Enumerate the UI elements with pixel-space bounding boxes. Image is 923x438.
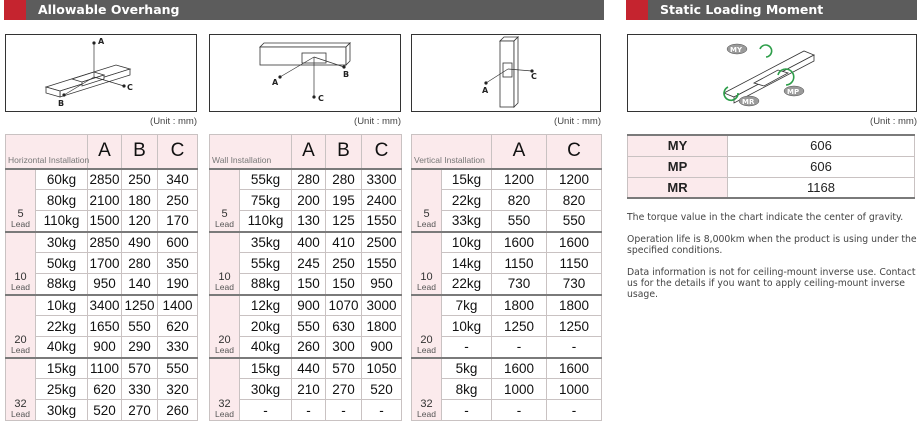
- value-cell: 320: [158, 379, 198, 400]
- column-header-c: C: [158, 135, 198, 169]
- unit-label: (Unit : mm): [554, 116, 601, 127]
- lead-cell: [6, 295, 36, 358]
- value-cell: 1550: [362, 211, 402, 232]
- lead-word: Lead: [417, 282, 436, 292]
- horizontal-overhang-table: [5, 134, 198, 421]
- header-accent: [626, 0, 648, 20]
- value-cell: 1600: [492, 358, 547, 379]
- value-cell: 200: [292, 190, 326, 211]
- load-cell: 40kg: [240, 337, 292, 358]
- column-header-b: B: [326, 135, 362, 169]
- value-cell: 1200: [492, 169, 547, 190]
- dim-label-a: A: [482, 86, 489, 95]
- table-row: [412, 295, 602, 316]
- table-row: [6, 358, 198, 379]
- value-cell: 550: [292, 316, 326, 337]
- value-cell: 1000: [547, 379, 602, 400]
- value-cell: 400: [292, 232, 326, 253]
- moment-key: MP: [628, 156, 728, 177]
- value-cell: 900: [292, 295, 326, 316]
- value-cell: 620: [88, 379, 122, 400]
- moment-diagram: [627, 34, 917, 112]
- value-cell: 630: [326, 316, 362, 337]
- lead-value: 32: [14, 397, 27, 410]
- header-accent: [4, 0, 26, 20]
- value-cell: 820: [547, 190, 602, 211]
- load-cell: 30kg: [36, 400, 88, 421]
- value-cell: 130: [292, 211, 326, 232]
- table-row: [412, 232, 602, 253]
- lead-word: Lead: [11, 345, 30, 355]
- table-row: [210, 169, 402, 190]
- horizontal-diagram: [5, 34, 197, 112]
- installation-label: Vertical Installation: [412, 135, 492, 169]
- value-cell: 1250: [547, 316, 602, 337]
- vertical-diagram: [411, 34, 601, 112]
- moment-value: 1168: [728, 177, 915, 198]
- lead-value: 5: [17, 208, 24, 220]
- value-cell: 125: [326, 211, 362, 232]
- lead-value: 20: [14, 334, 27, 346]
- moment-label-mp: MP: [787, 88, 800, 96]
- value-cell: 195: [326, 190, 362, 211]
- lead-cell: [210, 169, 240, 232]
- lead-value: 10: [14, 271, 27, 283]
- dim-label-b: B: [343, 70, 350, 79]
- value-cell: 550: [492, 211, 547, 232]
- value-cell: 1600: [547, 358, 602, 379]
- lead-word: Lead: [215, 408, 234, 419]
- value-cell: -: [547, 400, 602, 421]
- lead-cell: [6, 358, 36, 421]
- value-cell: 300: [326, 337, 362, 358]
- value-cell: -: [492, 337, 547, 358]
- load-cell: 110kg: [36, 211, 88, 232]
- vertical-overhang-table: [411, 134, 602, 421]
- overhang-header-bar: [4, 0, 604, 20]
- value-cell: 550: [547, 211, 602, 232]
- lead-word: Lead: [417, 219, 436, 229]
- load-cell: 110kg: [240, 211, 292, 232]
- value-cell: 2400: [362, 190, 402, 211]
- value-cell: 1000: [492, 379, 547, 400]
- value-cell: 250: [158, 190, 198, 211]
- lead-cell: [210, 232, 240, 295]
- value-cell: 150: [292, 274, 326, 295]
- value-cell: 900: [362, 337, 402, 358]
- load-cell: -: [240, 400, 292, 421]
- load-cell: -: [442, 400, 492, 421]
- lead-word: Lead: [215, 282, 234, 292]
- dim-label-b: B: [58, 99, 65, 108]
- lead-cell: [412, 232, 442, 295]
- moment-label-my: MY: [730, 46, 743, 54]
- value-cell: 260: [158, 400, 198, 421]
- value-cell: 2850: [88, 169, 122, 190]
- column-header-c: C: [547, 135, 602, 169]
- load-cell: 15kg: [36, 358, 88, 379]
- load-cell: 8kg: [442, 379, 492, 400]
- lead-word: Lead: [215, 219, 234, 229]
- value-cell: 280: [122, 253, 158, 274]
- value-cell: 1550: [362, 253, 402, 274]
- dim-label-c: C: [318, 94, 324, 103]
- note-gravity: The torque value in the chart indicate the center of gravity.: [627, 212, 904, 223]
- lead-value: 5: [221, 208, 228, 220]
- lead-word: Lead: [417, 345, 436, 355]
- dim-label-a: A: [98, 37, 105, 46]
- value-cell: 520: [362, 379, 402, 400]
- value-cell: 1250: [122, 295, 158, 316]
- lead-cell: [210, 295, 240, 358]
- table-row: [210, 358, 402, 379]
- wall-overhang-table: [209, 134, 402, 421]
- table-row: [412, 169, 602, 190]
- value-cell: 950: [88, 274, 122, 295]
- lead-cell: [412, 169, 442, 232]
- value-cell: 1070: [326, 295, 362, 316]
- unit-label: (Unit : mm): [354, 116, 401, 127]
- value-cell: 1600: [492, 232, 547, 253]
- load-cell: 30kg: [36, 232, 88, 253]
- lead-value: 10: [218, 271, 231, 283]
- value-cell: 1600: [547, 232, 602, 253]
- value-cell: 1150: [547, 253, 602, 274]
- load-cell: 33kg: [442, 211, 492, 232]
- dim-label-a: A: [272, 78, 279, 87]
- value-cell: 600: [158, 232, 198, 253]
- table-row: [412, 358, 602, 379]
- value-cell: 3000: [362, 295, 402, 316]
- value-cell: 1200: [547, 169, 602, 190]
- unit-label: (Unit : mm): [870, 116, 917, 127]
- lead-cell: [6, 169, 36, 232]
- load-cell: 80kg: [36, 190, 88, 211]
- load-cell: 20kg: [240, 316, 292, 337]
- value-cell: 620: [158, 316, 198, 337]
- lead-value: 20: [218, 334, 231, 346]
- value-cell: 330: [158, 337, 198, 358]
- value-cell: 2500: [362, 232, 402, 253]
- moment-header-bar: [626, 0, 917, 20]
- load-cell: 10kg: [442, 316, 492, 337]
- value-cell: 950: [362, 274, 402, 295]
- value-cell: 340: [158, 169, 198, 190]
- lead-value: 5: [423, 208, 430, 220]
- table-row: [6, 232, 198, 253]
- moment-row: [628, 177, 915, 198]
- load-cell: -: [442, 337, 492, 358]
- note-operation-life: Operation life is 8,000km when the product is using under the specified conditions.: [627, 234, 917, 256]
- value-cell: 3400: [88, 295, 122, 316]
- value-cell: 1400: [158, 295, 198, 316]
- load-cell: 25kg: [36, 379, 88, 400]
- value-cell: 1700: [88, 253, 122, 274]
- value-cell: 570: [122, 358, 158, 379]
- value-cell: 1250: [492, 316, 547, 337]
- load-cell: 15kg: [442, 169, 492, 190]
- moment-key: MY: [628, 135, 728, 156]
- value-cell: 730: [492, 274, 547, 295]
- load-cell: 60kg: [36, 169, 88, 190]
- lead-value: 10: [420, 271, 433, 283]
- value-cell: 2100: [88, 190, 122, 211]
- value-cell: 330: [122, 379, 158, 400]
- value-cell: 270: [122, 400, 158, 421]
- value-cell: 120: [122, 211, 158, 232]
- load-cell: 10kg: [36, 295, 88, 316]
- value-cell: 140: [122, 274, 158, 295]
- moment-key: MR: [628, 177, 728, 198]
- moment-row: [628, 135, 915, 156]
- value-cell: 3300: [362, 169, 402, 190]
- lead-word: Lead: [417, 408, 436, 419]
- value-cell: -: [292, 400, 326, 421]
- value-cell: 1150: [492, 253, 547, 274]
- value-cell: 1100: [88, 358, 122, 379]
- load-cell: 5kg: [442, 358, 492, 379]
- value-cell: 1800: [492, 295, 547, 316]
- notes-block: [627, 212, 919, 311]
- column-header-a: A: [88, 135, 122, 169]
- value-cell: 570: [326, 358, 362, 379]
- table-row: [6, 295, 198, 316]
- load-cell: 22kg: [442, 190, 492, 211]
- value-cell: 280: [292, 169, 326, 190]
- value-cell: 550: [158, 358, 198, 379]
- load-cell: 15kg: [240, 358, 292, 379]
- value-cell: 210: [292, 379, 326, 400]
- value-cell: 170: [158, 211, 198, 232]
- value-cell: 245: [292, 253, 326, 274]
- dim-label-c: C: [531, 72, 537, 81]
- note-ceiling-mount: Data information is not for ceiling-mount inverse use. Contact us for the details if you want to apply ceiling-mount inverse usage.: [627, 267, 916, 300]
- load-cell: 50kg: [36, 253, 88, 274]
- value-cell: 440: [292, 358, 326, 379]
- value-cell: 490: [122, 232, 158, 253]
- load-cell: 55kg: [240, 169, 292, 190]
- overhang-title: Allowable Overhang: [38, 2, 180, 17]
- value-cell: 1050: [362, 358, 402, 379]
- value-cell: -: [547, 337, 602, 358]
- load-cell: 22kg: [442, 274, 492, 295]
- column-header-b: B: [122, 135, 158, 169]
- value-cell: -: [326, 400, 362, 421]
- value-cell: 250: [326, 253, 362, 274]
- table-row: [6, 169, 198, 190]
- value-cell: -: [362, 400, 402, 421]
- value-cell: 150: [326, 274, 362, 295]
- value-cell: 250: [122, 169, 158, 190]
- static-moment-table: [627, 134, 915, 199]
- value-cell: 520: [88, 400, 122, 421]
- moment-value: 606: [728, 135, 915, 156]
- load-cell: 30kg: [240, 379, 292, 400]
- value-cell: -: [492, 400, 547, 421]
- lead-value: 32: [420, 397, 433, 410]
- load-cell: 7kg: [442, 295, 492, 316]
- value-cell: 2850: [88, 232, 122, 253]
- value-cell: 350: [158, 253, 198, 274]
- installation-label: Horizontal Installation: [6, 135, 88, 169]
- lead-cell: [412, 295, 442, 358]
- dim-label-c: C: [127, 83, 133, 92]
- lead-cell: [210, 358, 240, 421]
- moment-label-mr: MR: [742, 98, 755, 106]
- lead-word: Lead: [11, 282, 30, 292]
- lead-word: Lead: [11, 408, 30, 419]
- value-cell: 260: [292, 337, 326, 358]
- load-cell: 55kg: [240, 253, 292, 274]
- unit-label: (Unit : mm): [150, 116, 197, 127]
- load-cell: 88kg: [36, 274, 88, 295]
- load-cell: 40kg: [36, 337, 88, 358]
- load-cell: 12kg: [240, 295, 292, 316]
- value-cell: 820: [492, 190, 547, 211]
- lead-word: Lead: [215, 345, 234, 355]
- lead-value: 32: [218, 397, 231, 410]
- value-cell: 280: [326, 169, 362, 190]
- value-cell: 270: [326, 379, 362, 400]
- moment-row: [628, 156, 915, 177]
- value-cell: 1800: [362, 316, 402, 337]
- value-cell: 730: [547, 274, 602, 295]
- load-cell: 35kg: [240, 232, 292, 253]
- value-cell: 180: [122, 190, 158, 211]
- value-cell: 190: [158, 274, 198, 295]
- lead-cell: [6, 232, 36, 295]
- column-header-c: C: [362, 135, 402, 169]
- lead-word: Lead: [11, 219, 30, 229]
- moment-title: Static Loading Moment: [660, 2, 824, 17]
- value-cell: 1500: [88, 211, 122, 232]
- value-cell: 550: [122, 316, 158, 337]
- value-cell: 410: [326, 232, 362, 253]
- load-cell: 14kg: [442, 253, 492, 274]
- value-cell: 1650: [88, 316, 122, 337]
- load-cell: 22kg: [36, 316, 88, 337]
- value-cell: 290: [122, 337, 158, 358]
- moment-value: 606: [728, 156, 915, 177]
- column-header-a: A: [492, 135, 547, 169]
- table-row: [210, 295, 402, 316]
- table-row: [210, 232, 402, 253]
- wall-diagram: [209, 34, 401, 112]
- lead-value: 20: [420, 334, 433, 346]
- load-cell: 10kg: [442, 232, 492, 253]
- column-header-a: A: [292, 135, 326, 169]
- installation-label: Wall Installation: [210, 135, 292, 169]
- value-cell: 900: [88, 337, 122, 358]
- load-cell: 75kg: [240, 190, 292, 211]
- lead-cell: [412, 358, 442, 421]
- load-cell: 88kg: [240, 274, 292, 295]
- value-cell: 1800: [547, 295, 602, 316]
